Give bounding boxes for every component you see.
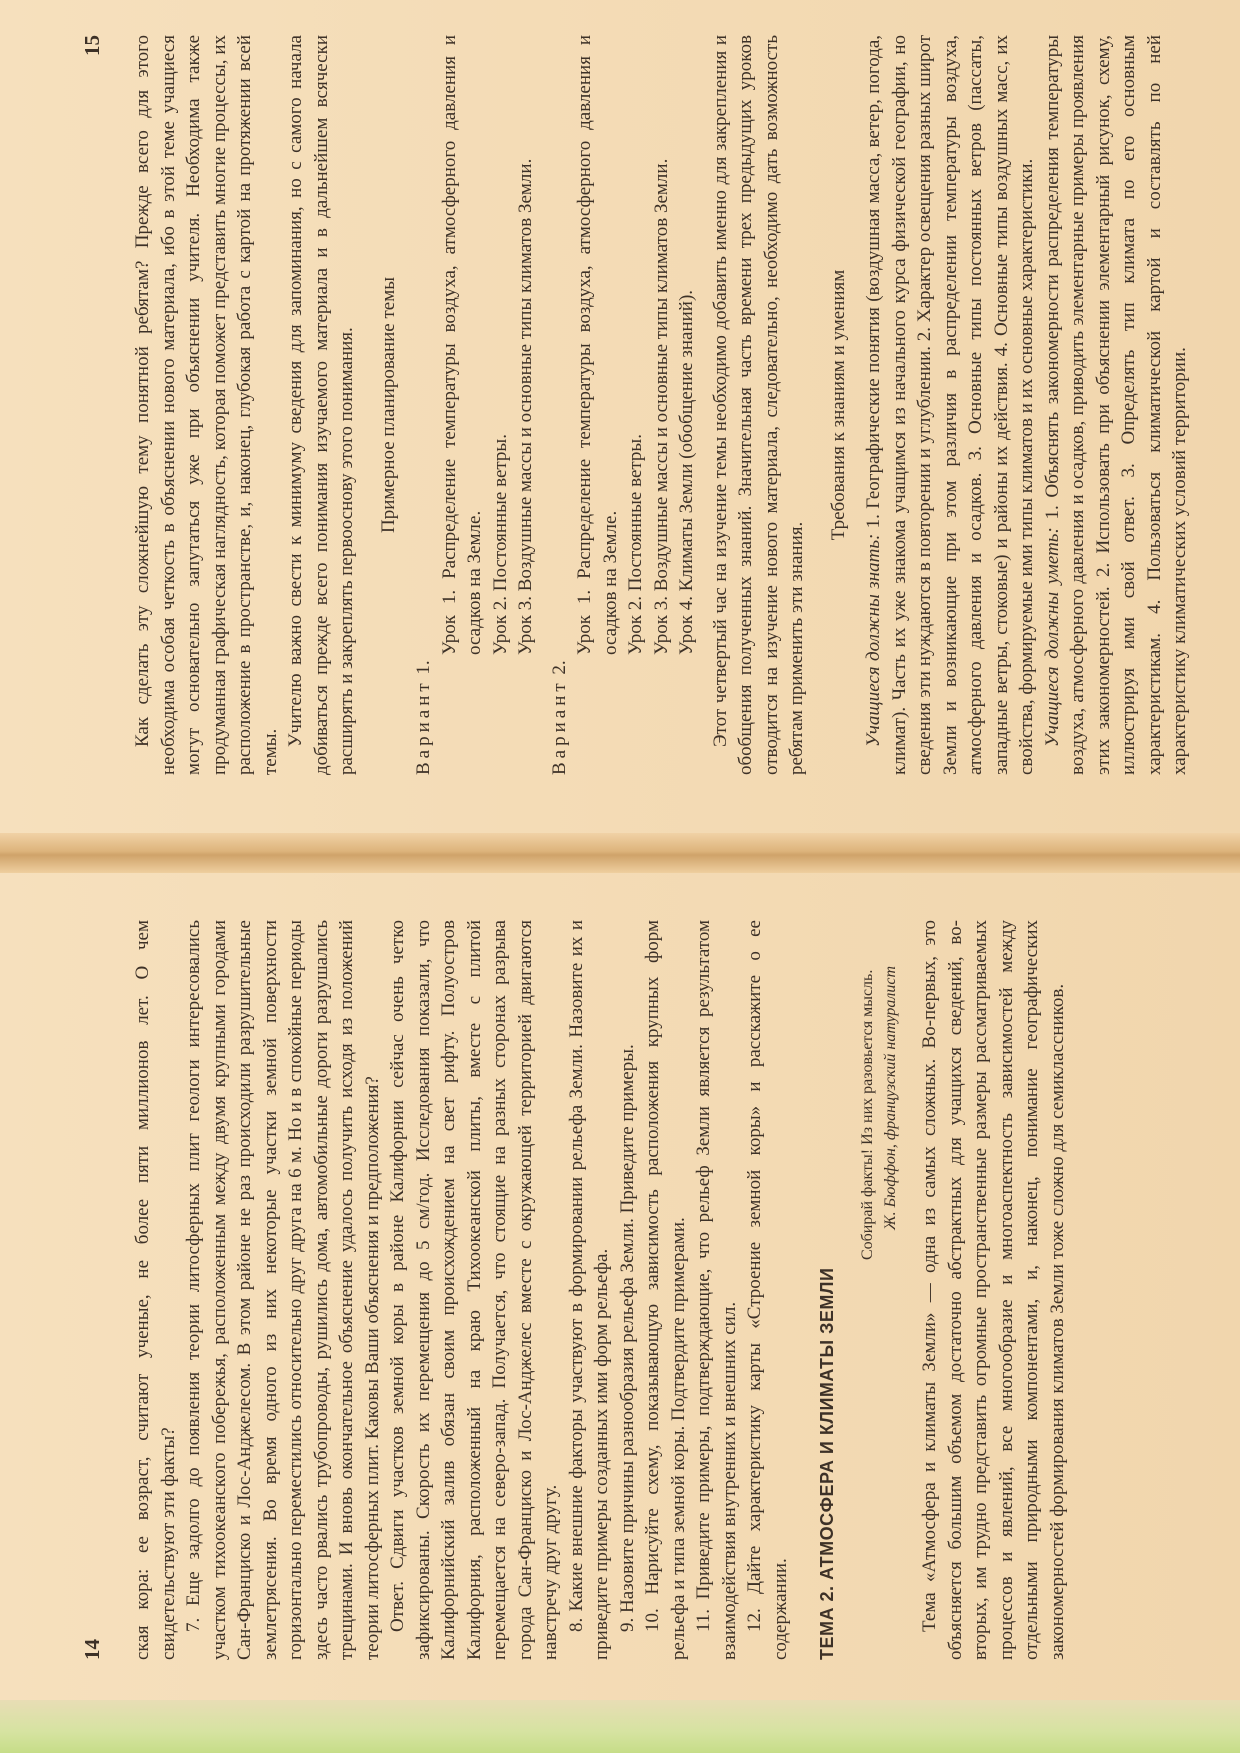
lesson-item: Урок 4. Климаты Земли (обобщение знаний). (676, 289, 697, 655)
paragraph: Учителю важно свести к минимуму сведения для запоминания, но с самого начала добиваться прежде всего понимания изучаемого материала и в дальнейшем всячески расширять и закреплять первооснову этого понимания. (285, 35, 357, 775)
variant-label: Вариант (413, 679, 434, 775)
lesson-item: Урок 1. Распределение температуры воздуха, атмосферного давления и осадков на Земле. (438, 35, 485, 655)
right-page (80, 35, 1240, 775)
page-edge (0, 1700, 1240, 1753)
paragraph: Как сделать эту сложнейшую тему понятной ребятам? Прежде всего для этого необходима особая четкость в объяснении нового материала, ибо в этой теме учащиеся могут основательно запутаться уже при объяснении учителя. Необходима также продуманная графическая наглядность, которая поможет представить многие процессы, их расположение в пространстве, и, наконец, глубокая работа с картой на протяжении всей темы. (132, 35, 281, 775)
epigraph: Собирай факты! Из них разовьется мысль. (858, 969, 876, 1260)
page-number: 15 (80, 35, 104, 56)
paragraph: 9. Назовите причины разнообразия рельефа Земли. Приведите примеры. (616, 1044, 638, 1632)
theme-heading: ТЕМА 2. АТМОСФЕРА И КЛИМАТЫ ЗЕМЛИ (817, 1267, 837, 1660)
right-page-body (130, 35, 1193, 775)
paragraph: 10. Нарисуйте схему, показывающую зависимость расположения крупных форм рельефа и типа земной коры. Подтвердите примерами. (642, 920, 689, 1660)
book-fold (0, 833, 1240, 873)
variant-number: 1. (413, 660, 434, 675)
paragraph: 7. Еще задолго до появления теории литосферных плит геологи интересовались участком тихоокеанского побережья, расположенным между двумя крупными городами Сан-Франциско и Лос-Анджелесом. В этом районе не раз происходили разрушительные землетрясения. Во время одного из них некоторые участки земной поверхности горизонтально переместились относительно друг друга на 6 м. Но и в спокойные периоды здесь часто рвались трубопроводы, рушились дома, автомобильные дороги разрушались трещинами. И вновь окончательное объяснение удалось получить исходя из положений теории литосферных плит. Каковы Ваши объяснения и предположения? (183, 920, 383, 1660)
paragraph: Этот четвертый час на изучение темы необходимо добавить именно для закрепления и обобщения полученных знаний. Значительная часть времени трех предыдущих уроков отводится на изучение нового материала, следовательно, необходимо дать возможность ребятам применить эти знания. (709, 35, 807, 775)
paragraph: ская кора: ее возраст, считают ученые, не более пяти миллионов лет. О чем свидетельствуют эти факты? (132, 920, 179, 1660)
paragraph: 8. Какие внешние факторы участвуют в формировании рельефа Земли. Назовите их и приведите примеры созданных ими форм рельефа. (565, 920, 612, 1660)
know-text: 1. Географические понятия (воздушная масса, ветер, погода, климат). Часть их уже знакома учащимся из начального курса физической географии, но сведения эти нуждаются в повторении и углублении. 2. Характер освещения разных широт Земли и возникающие при этом различия в распределении температуры воздуха, атмосферного давления и осадков. 3. Основные типы постоянных ветров (пассаты, западные ветры, стоковые) и районы их действия. 4. Основные типы воздушных масс, их свойства, формируемые ими типы климатов и их основные характеристики. (863, 34, 1037, 775)
variant-2 (547, 35, 700, 775)
left-page-body (130, 920, 1070, 1660)
page-number: 14 (80, 1639, 104, 1660)
lesson-item: Урок 3. Воздушные массы и основные типы климатов Земли. (515, 158, 536, 655)
paragraph: 12. Дайте характеристику карты «Строение земной коры» и расскажите о ее содержании. (744, 920, 791, 1660)
lesson-item: Урок 3. Воздушные массы и основные типы климатов Земли. (650, 158, 672, 655)
paragraph: 11. Приведите примеры, подтверждающие, что рельеф Земли является результатом взаимодействия внутренних и внешних сил. (693, 920, 740, 1660)
requirements-heading: Требования к знаниям и умениям (827, 269, 849, 541)
left-page (80, 920, 1240, 1660)
epigraph-author: Ж. Бюффон, французский натуралист (881, 965, 899, 1230)
lesson-item: Урок 2. Постоянные ветры. (489, 434, 511, 655)
variant-label: Вариант (548, 679, 570, 775)
able-lead: Учащиеся должны уметь: (1041, 527, 1063, 747)
variant-1 (411, 35, 539, 775)
theme-intro: Тема «Атмосфера и климаты Земли» — одна из самых сложных. Во-первых, это объясняется большим объемом достаточно абстрактных для учащихся сведений, во-вторых, им трудно представить огромные пространственные размеры рассматриваемых процессов и явлений, все многообразие и многоаспектность зависимостей между отдельными природными компонентами, и, наконец, понимание географических закономерностей формирования климатов Земли тоже сложно для семиклассников. (919, 920, 1068, 1660)
know-lead: Учащиеся должны знать: (863, 533, 884, 747)
planning-heading: Примерное планирование темы (377, 276, 399, 534)
lesson-item: Урок 1. Распределение температуры воздуха, атмосферного давления и осадков на Земле. (574, 35, 621, 655)
variant-number: 2. (548, 660, 570, 675)
able-text: 1. Объяснять закономерности распределения температуры воздуха, атмосферного давления и осадков, приводить элементарные примеры проявления этих закономерностей. 2. Использовать при объяснении элементарный рисунок, схему, иллюстрируя ими свой ответ. 3. Определять тип климата по его основным характеристикам. 4. Пользоваться климатической картой и составлять по ней характеристику климатических условий территории. (1041, 34, 1190, 775)
lesson-item: Урок 2. Постоянные ветры. (625, 434, 646, 655)
paragraph: Ответ. Сдвиги участков земной коры в районе Калифорнии сейчас очень четко зафиксированы. Скорость их перемещения до 5 см/год. Исследования показали, что Калифорнийский залив обязан своим происхождением на свет рифту. Полуостров Калифорния, расположенный на краю Тихоокеанской плиты, вместе с плитой перемещается на северо-запад. Получается, что стоящие на разных сторонах разрыва города Сан-Франциско и Лос-Анджелес вместе с окружающей территорией двигаются навстречу друг другу. (387, 920, 561, 1660)
